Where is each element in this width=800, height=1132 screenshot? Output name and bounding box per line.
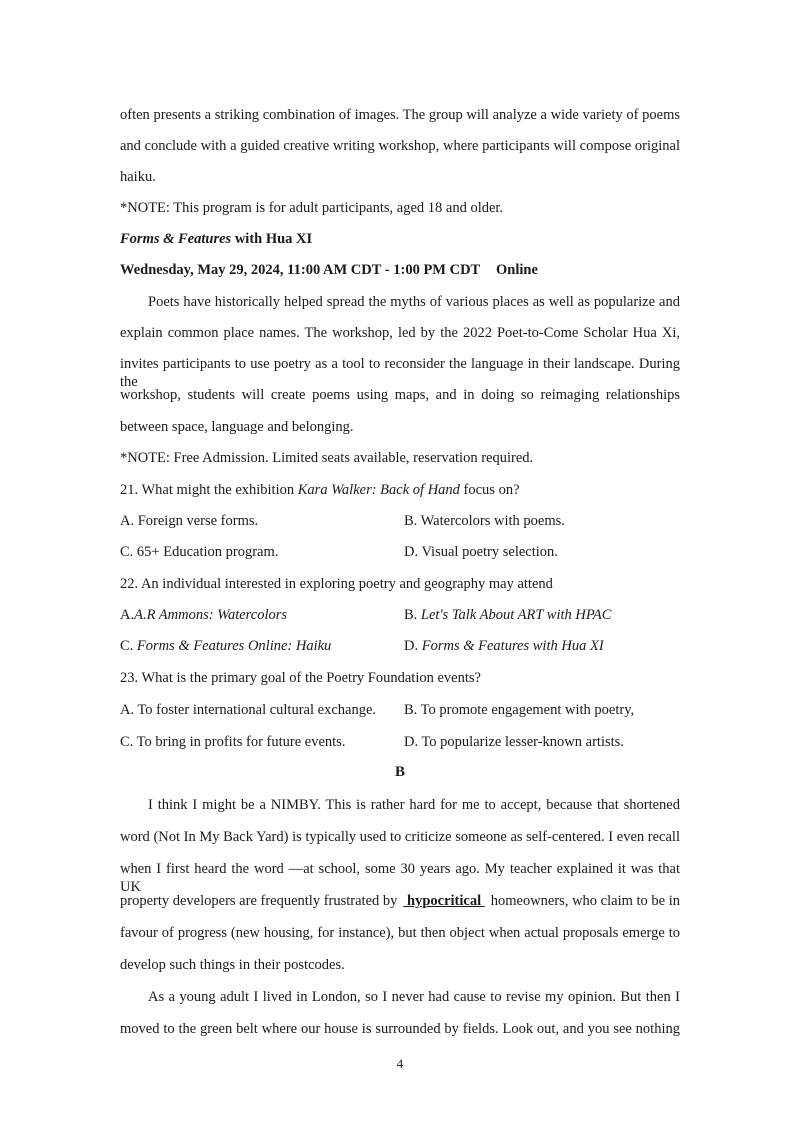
q23-option-a: A. To foster international cultural exchange. xyxy=(120,702,377,718)
passage-b-line-3: when I first heard the word —at school, some 30 years ago. My teacher explained it was that UK xyxy=(120,861,680,895)
event-date: Wednesday, May 29, 2024, 11:00 AM CDT - 1:00 PM CDT xyxy=(120,262,481,278)
passage-b-line-8: moved to the green belt where our house is surrounded by fields. Look out, and you see nothing xyxy=(120,1021,680,1037)
para1-note: *NOTE: This program is for adult participants, aged 18 and older. xyxy=(120,200,504,216)
q22-option-b xyxy=(404,606,611,624)
para2-line-4: workshop, students will create poems using maps, and in doing so reimaging relationships xyxy=(120,387,680,403)
q22-option-c-text: Forms & Features Online: Haiku xyxy=(136,638,332,654)
q22-option-d-text: Forms & Features with Hua XI xyxy=(421,638,604,654)
event-title-rest: with Hua XI xyxy=(231,231,313,247)
passage-b-line-7: As a young adult I lived in London, so I never had cause to revise my opinion. But then I xyxy=(148,989,680,1005)
q23-option-d: D. To popularize lesser-known artists. xyxy=(404,734,624,750)
q21-option-a: A. Foreign verse forms. xyxy=(120,513,259,529)
event-mode: Online xyxy=(496,262,538,278)
vocab-hypocritical: hypocritical xyxy=(403,893,485,909)
q21-option-c: C. 65+ Education program. xyxy=(120,544,279,560)
q21-stem xyxy=(120,481,520,499)
passage-b-line-4-post: homeowners, who claim to be in xyxy=(490,893,680,909)
para2-note: *NOTE: Free Admission. Limited seats available, reservation required. xyxy=(120,450,534,466)
passage-b-line-2: word (Not In My Back Yard) is typically used to criticize someone as self-centered. I even recall xyxy=(120,829,680,845)
q22-option-d-prefix: D. xyxy=(404,638,422,654)
q22-stem: 22. An individual interested in exploring poetry and geography may attend xyxy=(120,576,553,592)
q23-stem: 23. What is the primary goal of the Poetry Foundation events? xyxy=(120,670,481,686)
page-number: 4 xyxy=(396,1056,404,1071)
q22-option-a xyxy=(120,606,287,624)
q22-option-d xyxy=(404,637,604,655)
q21-stem-pre: 21. What might the exhibition xyxy=(120,482,298,498)
para2-line-5: between space, language and belonging. xyxy=(120,419,354,435)
q22-option-c xyxy=(120,637,331,655)
para2-line-3: invites participants to use poetry as a tool to reconsider the language in their landscape. During the xyxy=(120,356,680,390)
q22-option-b-prefix: B. xyxy=(404,607,421,623)
q21-option-d: D. Visual poetry selection. xyxy=(404,544,558,560)
q22-option-b-text: Let's Talk About ART with HPAC xyxy=(420,607,612,623)
q23-option-c: C. To bring in profits for future events. xyxy=(120,734,346,750)
passage-b-line-1: I think I might be a NIMBY. This is rather hard for me to accept, because that shortened xyxy=(148,797,680,813)
event-title xyxy=(120,230,312,248)
q22-option-c-prefix: C. xyxy=(120,638,137,654)
para1-line-3: haiku. xyxy=(120,169,156,185)
passage-b-line-5: favour of progress (new housing, for instance), but then object when actual proposals emerge to xyxy=(120,925,680,941)
passage-b-line-4 xyxy=(120,892,680,910)
passage-b-line-6: develop such things in their postcodes. xyxy=(120,957,345,973)
section-b-heading: B xyxy=(394,764,405,780)
q23-option-b: B. To promote engagement with poetry, xyxy=(404,702,635,718)
para2-line-2: explain common place names. The workshop, led by the 2022 Poet-to-Come Scholar Hua Xi, xyxy=(120,325,680,341)
q21-stem-post: focus on? xyxy=(459,482,520,498)
q22-option-a-text: A.R Ammons: Watercolors xyxy=(134,607,288,623)
passage-b-line-4-pre: property developers are frequently frustrated by xyxy=(120,893,398,909)
para1-line-2: and conclude with a guided creative writing workshop, where participants will compose original xyxy=(120,138,680,154)
q21-option-b: B. Watercolors with poems. xyxy=(404,513,565,529)
q22-option-a-prefix: A. xyxy=(120,607,135,623)
para1-line-1: often presents a striking combination of images. The group will analyze a wide variety of poems xyxy=(120,107,680,123)
event-title-italic: Forms & Features xyxy=(120,231,232,247)
para2-line-1: Poets have historically helped spread the myths of various places as well as popularize and xyxy=(148,294,680,310)
q21-stem-title: Kara Walker: Back of Hand xyxy=(297,482,460,498)
